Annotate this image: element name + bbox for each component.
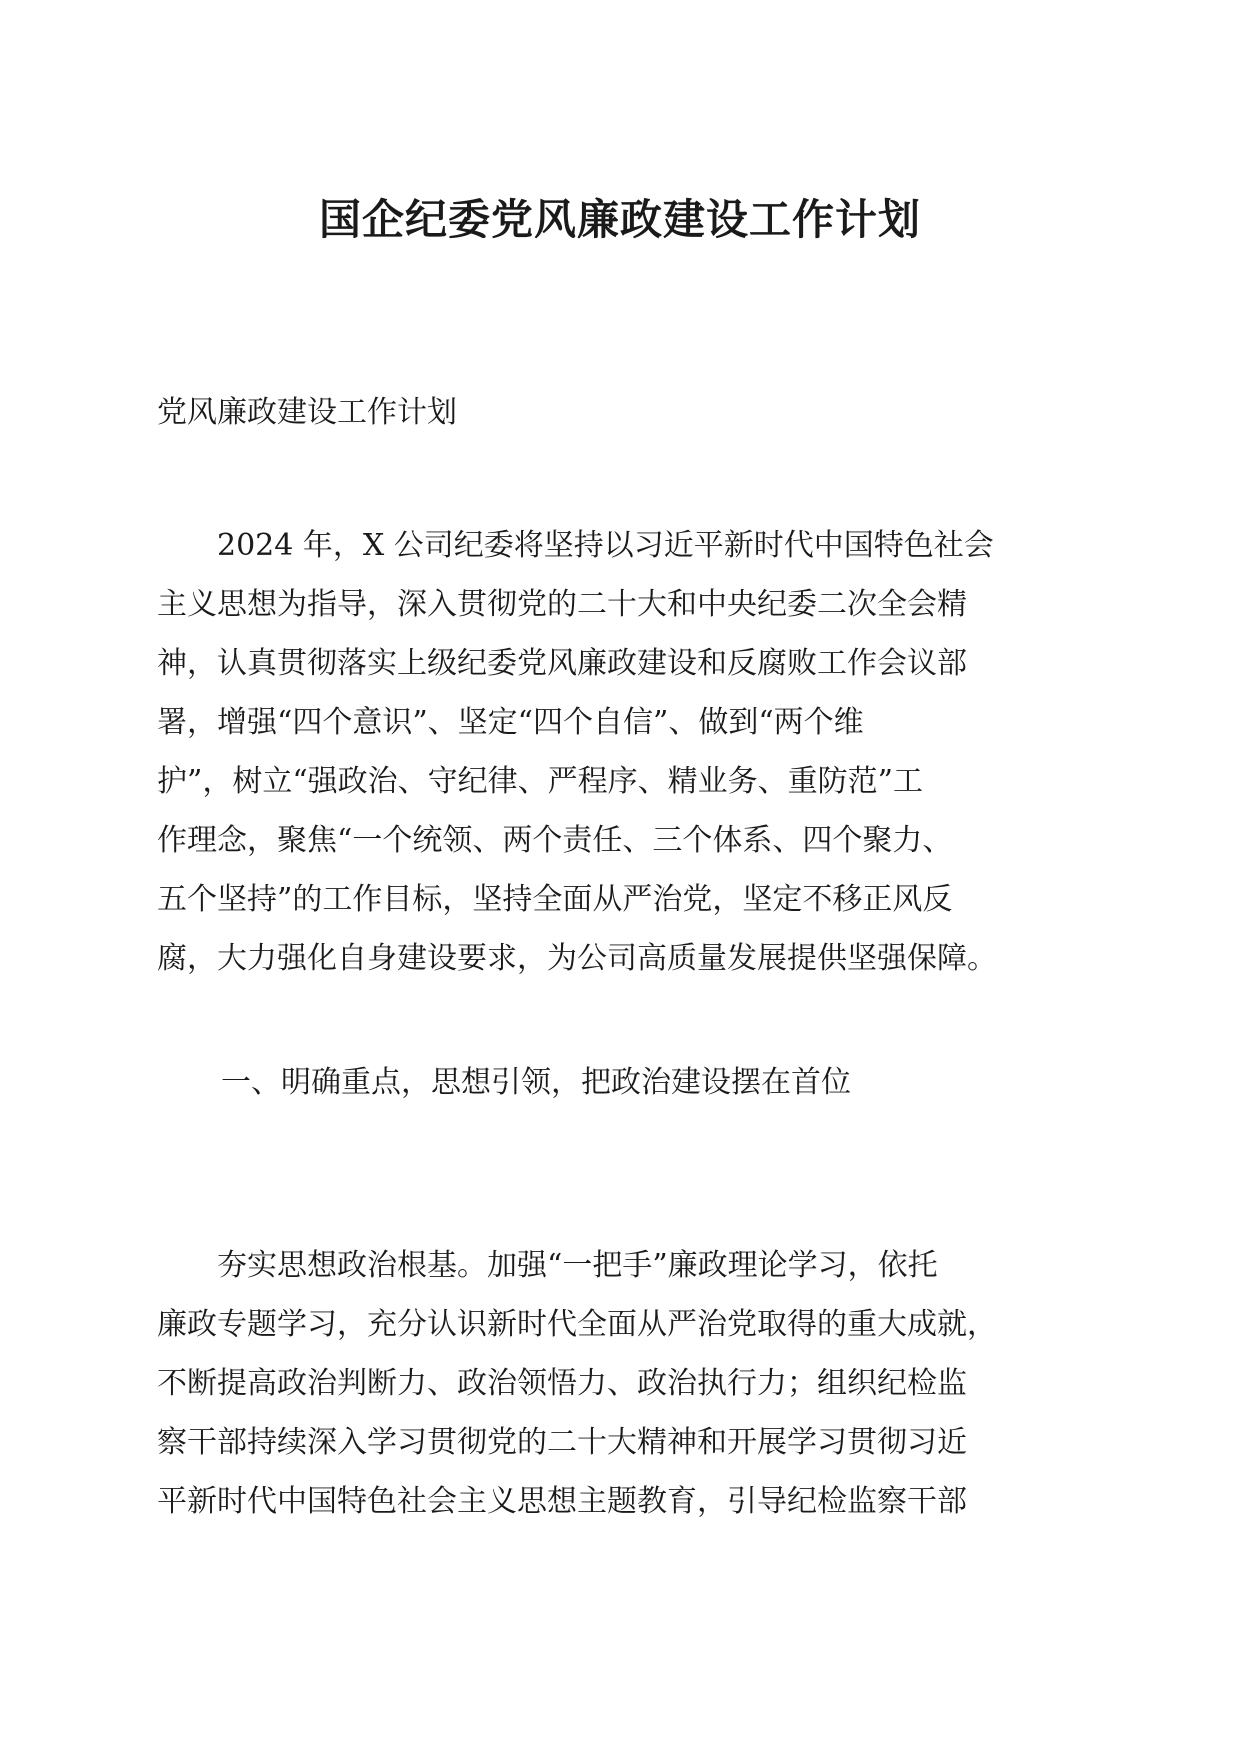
paragraph-line: 五个坚持”的工作目标，坚持全面从严治党，坚定不移正风反 xyxy=(157,882,953,917)
paragraph-line: 作理念，聚焦“一个统领、两个责任、三个体系、四个聚力、 xyxy=(157,823,953,858)
paragraph-line: 平新时代中国特色社会主义思想主题教育，引导纪检监察干部 xyxy=(157,1484,967,1519)
paragraph-line: 护”，树立“强政治、守纪律、严程序、精业务、重防范”工 xyxy=(157,764,924,799)
paragraph-line: 察干部持续深入学习贯彻党的二十大精神和开展学习贯彻习近 xyxy=(157,1425,967,1460)
section-heading: 一、明确重点，思想引领，把政治建设摆在首位 xyxy=(221,1065,851,1100)
intro-paragraph xyxy=(157,516,1082,988)
paragraph-line: 不断提高政治判断力、政治领悟力、政治执行力；组织纪检监 xyxy=(157,1366,967,1401)
paragraph-line: 廉政专题学习，充分认识新时代全面从严治党取得的重大成就， xyxy=(157,1307,997,1342)
paragraph-line: 夯实思想政治根基。加强“一把手”廉政理论学习，依托 xyxy=(157,1248,938,1283)
paragraph-line: 署，增强“四个意识”、坚定“四个自信”、做到“两个维 xyxy=(157,705,864,740)
paragraph-line: 2024 年，X 公司纪委将坚持以习近平新时代中国特色社会 xyxy=(157,528,994,563)
document-title: 国企纪委党风廉政建设工作计划 xyxy=(318,195,921,244)
paragraph-line: 主义思想为指导，深入贯彻党的二十大和中央纪委二次全会精 xyxy=(157,587,967,622)
section-1-paragraph xyxy=(157,1236,1082,1531)
paragraph-line: 神，认真贯彻落实上级纪委党风廉政建设和反腐败工作会议部 xyxy=(157,646,967,681)
document-subtitle: 党风廉政建设工作计划 xyxy=(157,395,457,430)
paragraph-line: 腐，大力强化自身建设要求，为公司高质量发展提供坚强保障。 xyxy=(157,941,997,976)
